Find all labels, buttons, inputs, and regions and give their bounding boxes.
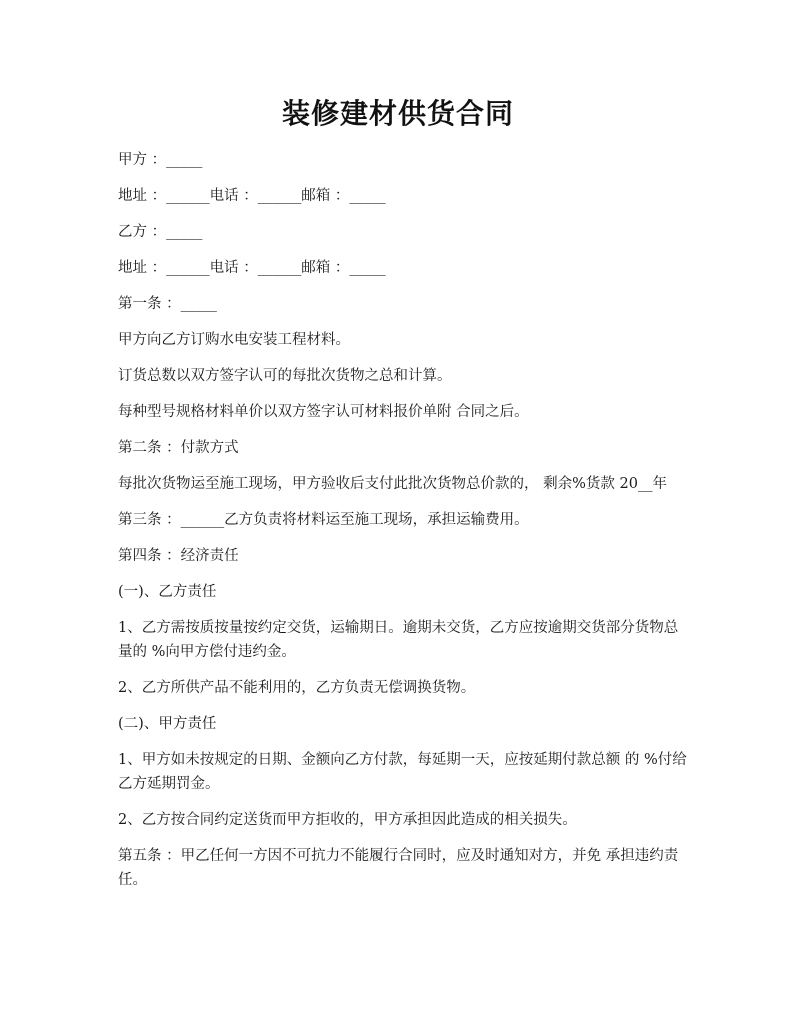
party-b-line: 乙方 ：_____ (118, 224, 203, 240)
party-b-contact-line: 地址 ：______电话 ：______邮箱 ：_____ (118, 260, 386, 276)
article-5-body: 第五条 ：甲乙任何一方因不可抗力不能履行合同时，应及时通知对方，并免 承担违约责任。 (118, 848, 679, 888)
party-a-liability-item-1: 1、甲方如未按规定的日期、金额向乙方付款，每延期一天，应按延期付款总额 的 %付给乙方延期罚金。 (118, 752, 687, 792)
article-1-item-3: 每种型号规格材料单价以双方签字认可材料报价单附 合同之后。 (118, 404, 529, 420)
party-b-liability-heading: (一)、乙方责任 (118, 584, 217, 600)
article-2-body: 每批次货物运至施工现场，甲方验收后支付此批次货物总价款的， 剩余%货款 20__年 (118, 476, 667, 492)
article-2-heading: 第二条 ：付款方式 (118, 440, 239, 456)
article-3-body: 第三条 ：______乙方负责将材料运至施工现场，承担运输费用。 (118, 512, 529, 528)
article-1-item-2: 订货总数以双方签字认可的每批次货物之总和计算。 (118, 368, 452, 384)
party-a-liability-heading: (二)、甲方责任 (118, 716, 217, 732)
party-a-contact-line: 地址 ：______电话 ：______邮箱 ：_____ (118, 188, 386, 204)
article-1-item-1: 甲方向乙方订购水电安装工程材料。 (118, 332, 350, 348)
party-b-liability-item-2: 2、乙方所供产品不能利用的，乙方负责无偿调换货物。 (118, 680, 476, 696)
document-body (118, 148, 688, 904)
party-b-liability-item-1: 1、乙方需按质按量按约定交货，运输期日。逾期未交货，乙方应按逾期交货部分货物总量的 %向甲方偿付违约金。 (118, 620, 679, 660)
document-title: 装修建材供货合同 (281, 97, 514, 130)
article-1-heading: 第一条 ：_____ (118, 296, 217, 312)
party-a-liability-item-2: 2、乙方按合同约定送货而甲方拒收的，甲方承担因此造成的相关损失。 (118, 812, 577, 828)
article-4-heading: 第四条 ：经济责任 (118, 548, 239, 564)
party-a-line: 甲方 ：_____ (118, 152, 203, 168)
